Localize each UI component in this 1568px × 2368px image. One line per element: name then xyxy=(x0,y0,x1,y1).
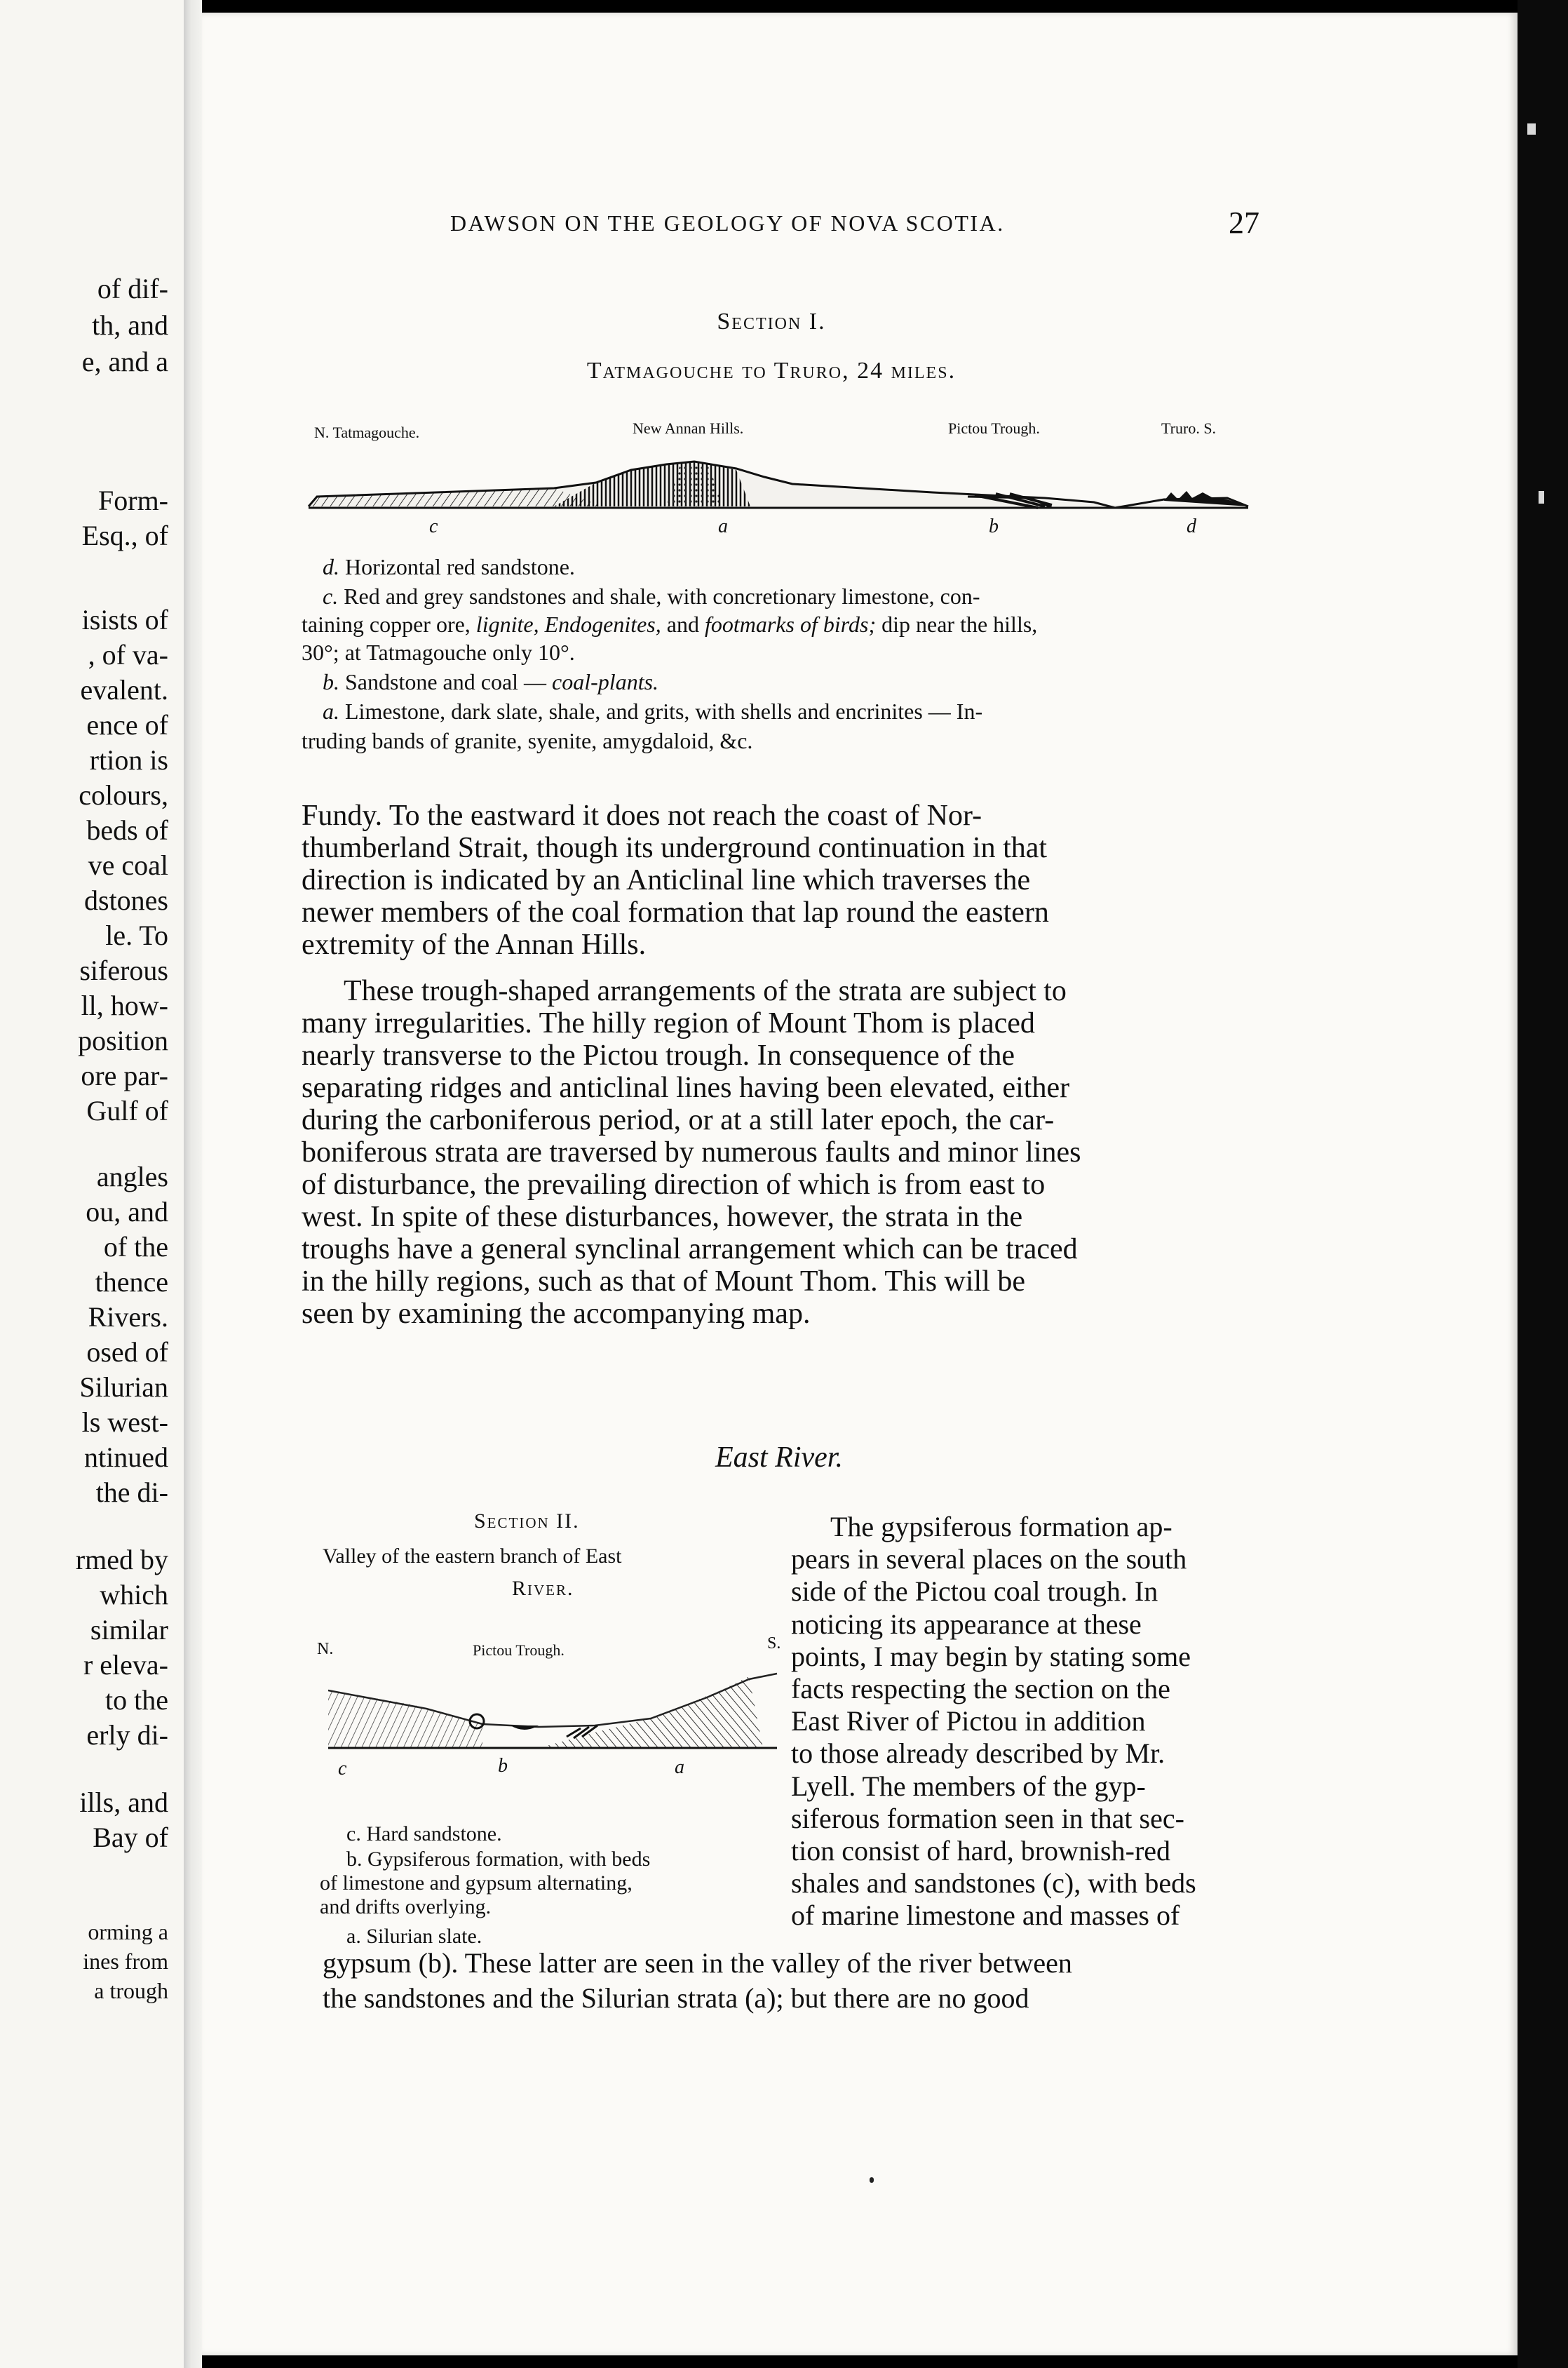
legend-c-line-2-post: dip near the hills, xyxy=(881,612,1038,637)
facing-page-line: Bay of xyxy=(93,1822,168,1853)
figure-1-letter-b: b xyxy=(989,516,999,537)
facing-page-line: position xyxy=(78,1025,168,1056)
section-2-title: Section II. xyxy=(474,1509,580,1533)
cross-section-figure-2 xyxy=(328,1669,784,1761)
para2-line: nearly transverse to the Pictou trough. In consequence of the xyxy=(302,1040,1015,1072)
legend-c-line-3: 30°; at Tatmagouche only 10°. xyxy=(302,640,575,665)
facing-page-line: ve coal xyxy=(88,849,168,881)
para2-line: troughs have a general synclinal arrangement which can be traced xyxy=(302,1233,1078,1265)
para1-line: direction is indicated by an Anticlinal line which traverses the xyxy=(302,864,1031,896)
facing-page-line: e, and a xyxy=(81,346,168,377)
facing-page-line: Silurian xyxy=(79,1371,168,1403)
wrap-column-line: points, I may begin by stating some xyxy=(791,1640,1191,1672)
figure-2-label-trough: Pictou Trough. xyxy=(473,1641,565,1659)
para2-line: boniferous strata are traversed by numerous faults and minor lines xyxy=(302,1136,1081,1169)
running-head: DAWSON ON THE GEOLOGY OF NOVA SCOTIA. xyxy=(450,210,1005,236)
legend-c-key: c. xyxy=(323,584,339,609)
legend-c-line-2-pre: taining copper ore, xyxy=(302,612,471,637)
facing-page-footnote-line: ines from xyxy=(83,1949,168,1974)
facing-page-line: angles xyxy=(96,1161,168,1192)
page-number: 27 xyxy=(1229,206,1259,240)
section-1-title: Section I. xyxy=(717,309,826,335)
figure-1-label-north: N. Tatmagouche. xyxy=(314,424,420,441)
final-lines-line: gypsum (b). These latter are seen in the valley of the river between xyxy=(323,1947,1072,1979)
legend-b-italic: coal-plants. xyxy=(552,669,659,694)
legend-c-line-2-mid: and xyxy=(666,612,699,637)
figure-2-legend-b-line-3: and drifts overlying. xyxy=(320,1895,492,1918)
section-2-subtitle-line-1: Valley of the eastern branch of East xyxy=(323,1545,622,1568)
facing-page-line: colours, xyxy=(79,779,168,811)
facing-page-line: similar xyxy=(90,1614,168,1646)
para2-line: during the carboniferous period, or at a still later epoch, the car- xyxy=(302,1104,1055,1136)
facing-page-line: Esq., of xyxy=(81,520,168,551)
para2-line: west. In spite of these disturbances, however, the strata in the xyxy=(302,1201,1023,1233)
legend-c-line-2-italic-2: footmarks of birds; xyxy=(704,612,877,637)
wrap-column-line: East River of Pictou in addition xyxy=(791,1705,1146,1737)
para2-line: seen by examining the accompanying map. xyxy=(302,1298,811,1330)
wrap-column-line: Lyell. The members of the gyp- xyxy=(791,1770,1146,1802)
para1-line: Fundy. To the eastward it does not reach the coast of Nor- xyxy=(302,800,982,832)
facing-page-line: , of va- xyxy=(88,639,168,671)
facing-page-line: th, and xyxy=(92,309,168,341)
page-edge-shadow xyxy=(1518,0,1568,2368)
wrap-column-line: facts respecting the section on the xyxy=(791,1673,1170,1704)
para2-line: These trough-shaped arrangements of the strata are subject to xyxy=(344,975,1067,1007)
legend-b-key: b. xyxy=(323,669,339,694)
facing-page-line: beds of xyxy=(86,814,168,846)
wrap-column-line: The gypsiferous formation ap- xyxy=(830,1511,1172,1542)
figure-2-letter-b: b xyxy=(498,1755,508,1777)
facing-page-line: rtion is xyxy=(89,744,168,776)
section-2-subtitle-line-2: River. xyxy=(512,1577,574,1600)
figure-1-letter-c: c xyxy=(429,516,438,537)
legend-a-line-2: truding bands of granite, syenite, amygdaloid, &c. xyxy=(302,728,753,753)
facing-page-line: ll, how- xyxy=(81,990,168,1021)
facing-page-line: ls west- xyxy=(81,1406,168,1438)
facing-page-line: siferous xyxy=(79,955,168,986)
facing-page-line: which xyxy=(100,1579,168,1610)
figure-1-letter-d: d xyxy=(1187,516,1196,537)
wrap-column-line: tion consist of hard, brownish-red xyxy=(791,1835,1171,1866)
section-heading-east-river: East River. xyxy=(715,1441,843,1474)
legend-d-key: d. xyxy=(323,554,339,579)
facing-page-line: le. To xyxy=(105,920,168,951)
facing-page-line: Gulf of xyxy=(86,1095,168,1126)
figure-1-label-hills: New Annan Hills. xyxy=(633,419,744,437)
facing-page-line: rmed by xyxy=(75,1544,168,1575)
figure-2-label-north: N. xyxy=(317,1640,334,1658)
figure-2-letter-a: a xyxy=(675,1756,684,1778)
facing-page-line: ore par- xyxy=(81,1060,168,1091)
facing-page-line: Form- xyxy=(98,485,168,516)
facing-page-line: ou, and xyxy=(86,1196,168,1227)
final-lines-line: the sandstones and the Silurian strata (a); but there are no good xyxy=(323,1982,1029,2014)
facing-page-line: dstones xyxy=(84,884,168,916)
legend-c-line-1 xyxy=(323,582,980,610)
wrap-column-line: side of the Pictou coal trough. In xyxy=(791,1575,1158,1608)
para2-line: many irregularities. The hilly region of Mount Thom is placed xyxy=(302,1007,1035,1040)
book-gutter xyxy=(184,0,202,2368)
cross-section-figure-1 xyxy=(302,449,1255,512)
legend-d-text: Horizontal red sandstone. xyxy=(345,554,575,579)
figure-1-label-south: Truro. S. xyxy=(1161,419,1217,437)
figure-2-letter-c: c xyxy=(338,1758,347,1780)
facing-page-line: to the xyxy=(105,1684,168,1716)
para2-line: separating ridges and anticlinal lines having been elevated, either xyxy=(302,1072,1070,1104)
facing-page-line: thence xyxy=(95,1266,168,1298)
figure-2-legend-b-line-1: b. Gypsiferous formation, with beds xyxy=(346,1848,651,1871)
wrap-column-line: noticing its appearance at these xyxy=(791,1608,1142,1640)
facing-page-line: ntinued xyxy=(84,1441,168,1473)
para1-line: newer members of the coal formation that lap round the eastern xyxy=(302,896,1049,929)
facing-page-line: Rivers. xyxy=(88,1301,168,1333)
para2-line: of disturbance, the prevailing direction of which is from east to xyxy=(302,1169,1046,1201)
figure-2-legend-a: a. Silurian slate. xyxy=(346,1925,482,1948)
figure-2-legend-c: c. Hard sandstone. xyxy=(346,1822,502,1845)
facing-page-line: ills, and xyxy=(79,1787,168,1818)
facing-page-line: erly di- xyxy=(86,1719,168,1751)
para2-line: in the hilly regions, such as that of Mount Thom. This will be xyxy=(302,1265,1026,1298)
legend-b-text: Sandstone and coal — xyxy=(345,669,547,694)
legend-a-key: a. xyxy=(323,699,339,724)
wrap-column-line: shales and sandstones (c), with beds xyxy=(791,1867,1196,1899)
wrap-column-line: to those already described by Mr. xyxy=(791,1737,1165,1770)
legend-a-text: Limestone, dark slate, shale, and grits, with shells and encrinites — In- xyxy=(345,699,983,724)
figure-2-label-south: S. xyxy=(767,1634,781,1653)
facing-page-line: osed of xyxy=(86,1336,168,1368)
wrap-column-line: pears in several places on the south xyxy=(791,1543,1187,1575)
facing-page-line: of dif- xyxy=(97,273,168,304)
facing-page-footnote-line: orming a xyxy=(88,1919,168,1944)
legend-c-line-2-italic-1: lignite, Endogenites, xyxy=(475,612,661,637)
facing-page-line: isists of xyxy=(81,604,168,635)
facing-page-line: r eleva- xyxy=(83,1649,168,1681)
figure-1-label-trough: Pictou Trough. xyxy=(948,419,1040,437)
page-mark xyxy=(870,2177,874,2183)
figure-1-letter-a: a xyxy=(718,516,728,537)
facing-page-line: evalent. xyxy=(80,674,168,706)
legend-b xyxy=(323,668,658,696)
figure-2-legend-b-line-2: of limestone and gypsum alternating, xyxy=(320,1871,633,1895)
legend-a-line-1 xyxy=(323,697,982,725)
legend-d xyxy=(323,553,575,581)
para1-line: extremity of the Annan Hills. xyxy=(302,929,647,961)
legend-c-text: Red and grey sandstones and shale, with concretionary limestone, con- xyxy=(344,584,980,609)
wrap-column-line: siferous formation seen in that sec- xyxy=(791,1802,1184,1834)
wrap-column-line: of marine limestone and masses of xyxy=(791,1899,1180,1932)
facing-page-line: ence of xyxy=(86,709,168,741)
facing-page-line: the di- xyxy=(95,1476,168,1508)
facing-page-line: of the xyxy=(103,1231,168,1263)
legend-c-line-2 xyxy=(302,610,1037,638)
facing-page-footnote-line: a trough xyxy=(94,1978,168,2003)
para1-line: thumberland Strait, though its underground continuation in that xyxy=(302,832,1048,864)
section-1-subtitle: Tatmagouche to Truro, 24 miles. xyxy=(586,358,957,384)
